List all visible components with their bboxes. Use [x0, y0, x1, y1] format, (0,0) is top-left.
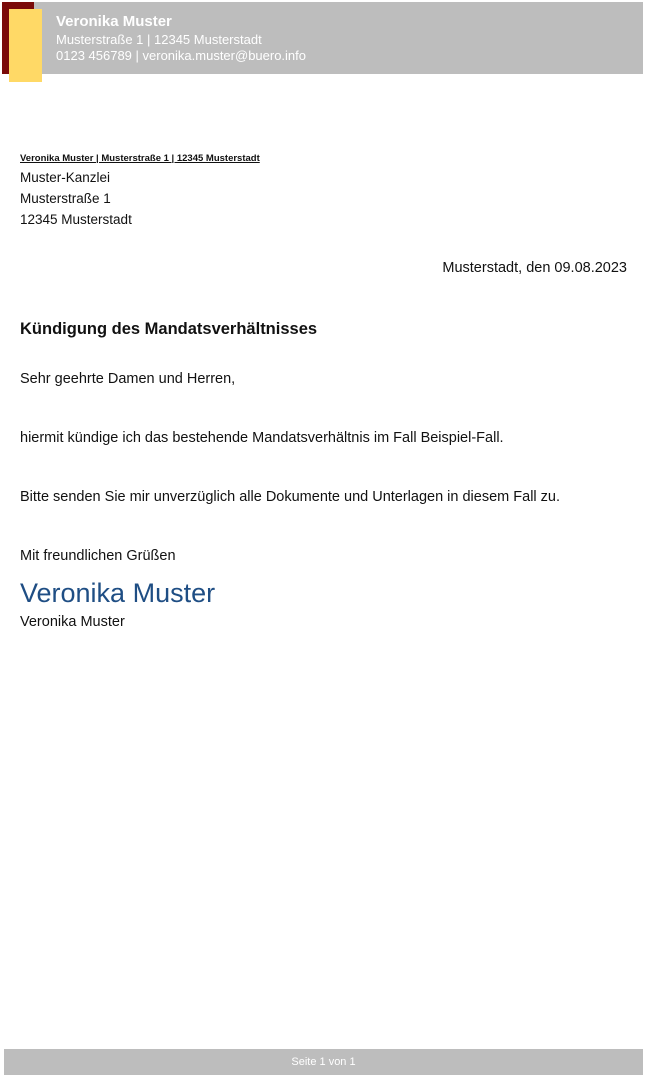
closing: Mit freundlichen Grüßen — [20, 548, 176, 564]
salutation: Sehr geehrte Damen und Herren, — [20, 371, 236, 387]
signature-name: Veronika Muster — [20, 614, 125, 630]
recipient-line-1: Muster-Kanzlei — [20, 170, 111, 185]
signature-script: Veronika Muster — [20, 578, 216, 608]
letterhead-contact: 0123 456789 | veronika.muster@buero.info — [56, 48, 307, 63]
letterhead-name: Veronika Muster — [56, 13, 172, 30]
body-paragraph-1: hiermit kündige ich das bestehende Mandatsverhältnis im Fall Beispiel-Fall. — [20, 430, 504, 446]
letterhead-address: Musterstraße 1 | 12345 Musterstadt — [56, 32, 262, 47]
letterhead-text — [56, 12, 306, 64]
recipient-address — [20, 167, 132, 230]
body-paragraph-2: Bitte senden Sie mir unverzüglich alle Dokumente und Unterlagen in diesem Fall zu. — [20, 489, 561, 505]
sender-return-address: Veronika Muster | Musterstraße 1 | 12345 Musterstadt — [20, 153, 260, 164]
letter-subject: Kündigung des Mandatsverhältnisses — [20, 320, 318, 338]
page-footer — [4, 1049, 643, 1075]
recipient-line-2: Musterstraße 1 — [20, 191, 111, 206]
recipient-line-3: 12345 Musterstadt — [20, 212, 132, 227]
letterhead-accent-yellow — [9, 9, 42, 82]
letter-date: Musterstadt, den 09.08.2023 — [442, 260, 627, 276]
page-number: Seite 1 von 1 — [291, 1056, 356, 1068]
